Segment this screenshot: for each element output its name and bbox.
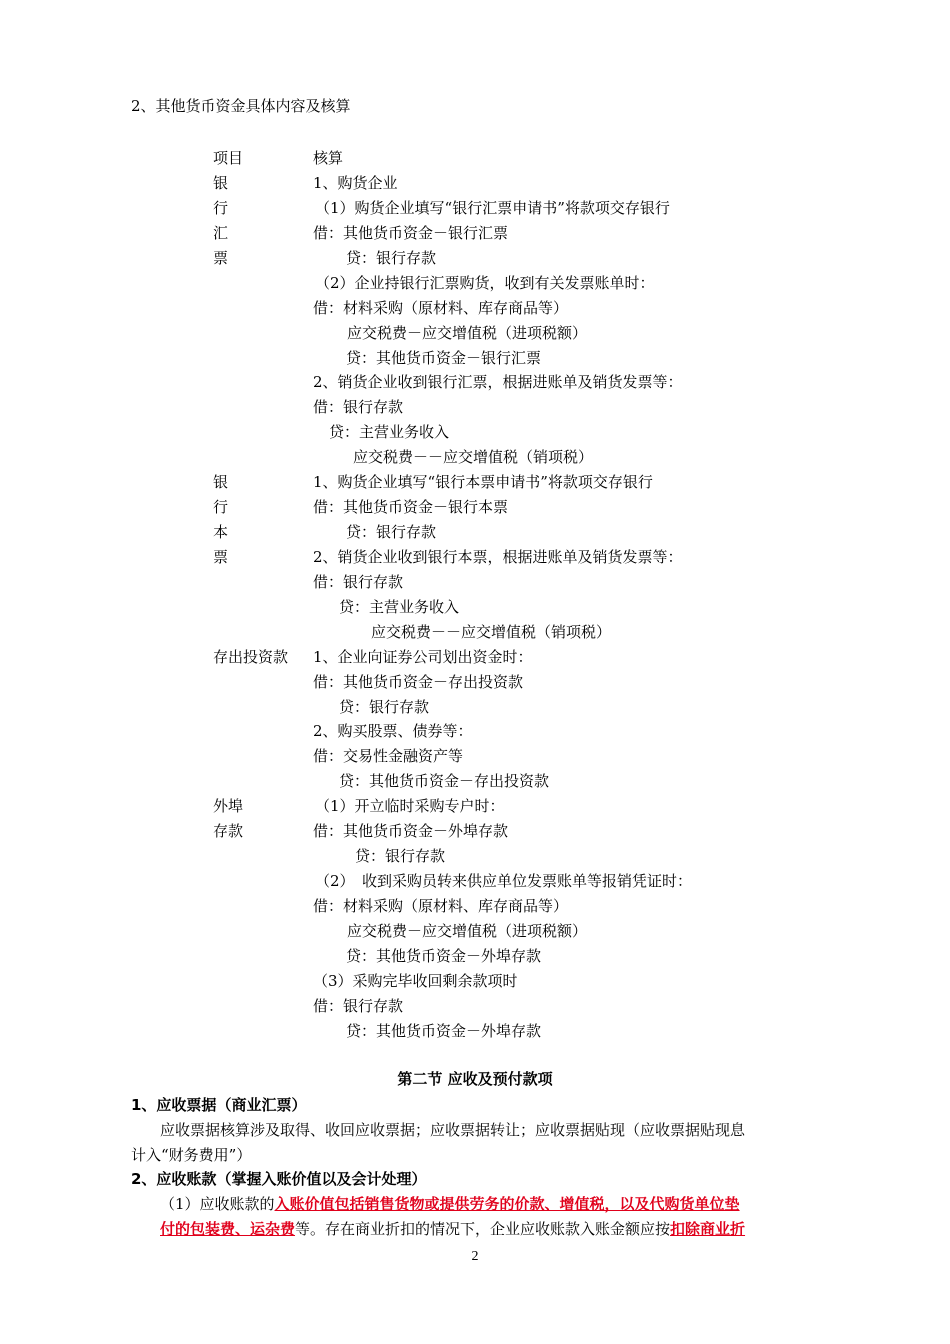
table-entry-line: 贷：银行存款 bbox=[355, 847, 446, 866]
table-entry-line: 借：其他货币资金－存出投资款 bbox=[313, 672, 524, 691]
table-item-label: 票 bbox=[213, 248, 229, 267]
page-number: 2 bbox=[471, 1249, 479, 1264]
s2-line2-highlight: 付的包装费、运杂费 bbox=[160, 1220, 296, 1238]
table-entry-line: 借：交易性金融资产等 bbox=[313, 747, 464, 766]
s2-line2-middle: 等。存在商业折扣的情况下，企业应收账款入账金额应按 bbox=[295, 1220, 671, 1238]
table-entry-line: 贷：银行存款 bbox=[346, 248, 437, 267]
s1-heading: 1、应收票据（商业汇票） bbox=[131, 1096, 307, 1114]
table-entry-line: （1）开立临时采购专户时： bbox=[315, 797, 505, 816]
table-entry-line: （3）采购完毕收回剩余款项时 bbox=[313, 971, 518, 990]
table-entry-line: 借：材料采购（原材料、库存商品等） bbox=[313, 298, 569, 317]
s2-paragraph-line1 bbox=[160, 1194, 740, 1214]
table-entry-line: （2）企业持银行汇票购货，收到有关发票账单时： bbox=[315, 273, 655, 292]
table-item-label: 行 bbox=[213, 498, 229, 517]
table-entry-line: 应交税费－－应交增值税（销项税） bbox=[371, 622, 612, 641]
chapter-title: 第二节 应收及预付款项 bbox=[397, 1070, 553, 1088]
table-entry-line: 借：材料采购（原材料、库存商品等） bbox=[313, 896, 569, 915]
table-entry-line: 1、企业向证券公司划出资金时： bbox=[313, 647, 533, 666]
table-entry-line: 1、购货企业 bbox=[313, 174, 398, 192]
table-entry-line: （1）购货企业填写“银行汇票申请书”将款项交存银行 bbox=[315, 198, 670, 217]
table-entry-line: （2） 收到采购员转来供应单位发票账单等报销凭证时： bbox=[315, 872, 693, 891]
table-item-label: 汇 bbox=[213, 223, 229, 242]
table-entry-line: 借：银行存款 bbox=[313, 398, 404, 417]
table-entry-line: 借：其他货币资金－外埠存款 bbox=[313, 822, 509, 841]
s2-heading: 2、应收账款（掌握入账价值以及会计处理） bbox=[131, 1170, 427, 1188]
s1-paragraph-line2: 计入“财务费用”） bbox=[131, 1146, 252, 1164]
table-entry-line: 1、购货企业填写“银行本票申请书”将款项交存银行 bbox=[313, 473, 653, 492]
table-entry-line: 贷：银行存款 bbox=[339, 697, 430, 716]
table-entry-line: 借：银行存款 bbox=[313, 572, 404, 591]
table-item-label: 银 bbox=[213, 174, 229, 192]
table-entry-line: 2、购买股票、债券等： bbox=[313, 722, 473, 741]
table-item-label: 票 bbox=[213, 547, 229, 566]
table-entry-line: 应交税费－应交增值税（进项税额） bbox=[347, 323, 588, 342]
table-item-label: 行 bbox=[213, 198, 229, 217]
table-entry-line: 应交税费－－应交增值税（销项税） bbox=[353, 448, 594, 467]
table-item-label: 存出投资款 bbox=[213, 647, 289, 666]
table-entry-line: 贷：主营业务收入 bbox=[339, 597, 460, 616]
section-heading: 2、其他货币资金具体内容及核算 bbox=[131, 97, 351, 115]
s1-paragraph-line1: 应收票据核算涉及取得、收回应收票据；应收票据转让；应收票据贴现（应收票据贴现息 bbox=[160, 1121, 746, 1139]
s2-line1-highlight: 入账价值包括销售货物或提供劳务的价款、增值税，以及代购货单位垫 bbox=[274, 1195, 740, 1213]
s2-line1-prefix: （1）应收账款的 bbox=[160, 1195, 275, 1213]
table-header-acct: 核算 bbox=[313, 149, 344, 167]
table-entry-line: 2、销货企业收到银行汇票，根据进账单及销货发票等： bbox=[313, 373, 683, 392]
table-entry-line: 借：银行存款 bbox=[313, 996, 404, 1015]
table-entry-line: 贷：其他货币资金－银行汇票 bbox=[346, 348, 542, 367]
table-item-label: 外埠 bbox=[213, 797, 244, 816]
table-entry-line: 借：其他货币资金－银行本票 bbox=[313, 498, 509, 517]
s2-line2-highlight-end: 扣除商业折 bbox=[670, 1220, 746, 1238]
table-entry-line: 贷：其他货币资金－外埠存款 bbox=[346, 946, 542, 965]
table-entry-line: 贷：主营业务收入 bbox=[329, 423, 450, 442]
table-entry-line: 贷：银行存款 bbox=[346, 523, 437, 542]
table-header-item: 项目 bbox=[213, 149, 244, 167]
table-item-label: 银 bbox=[213, 473, 229, 492]
table-item-label: 存款 bbox=[213, 822, 244, 841]
s2-paragraph-line2 bbox=[160, 1219, 745, 1239]
table-entry-line: 借：其他货币资金－银行汇票 bbox=[313, 223, 509, 242]
table-entry-line: 应交税费－应交增值税（进项税额） bbox=[347, 921, 588, 940]
table-entry-line: 贷：其他货币资金－外埠存款 bbox=[346, 1021, 542, 1040]
table-entry-line: 贷：其他货币资金－存出投资款 bbox=[339, 772, 550, 791]
table-entry-line: 2、销货企业收到银行本票，根据进账单及销货发票等： bbox=[313, 547, 683, 566]
table-item-label: 本 bbox=[213, 523, 229, 542]
